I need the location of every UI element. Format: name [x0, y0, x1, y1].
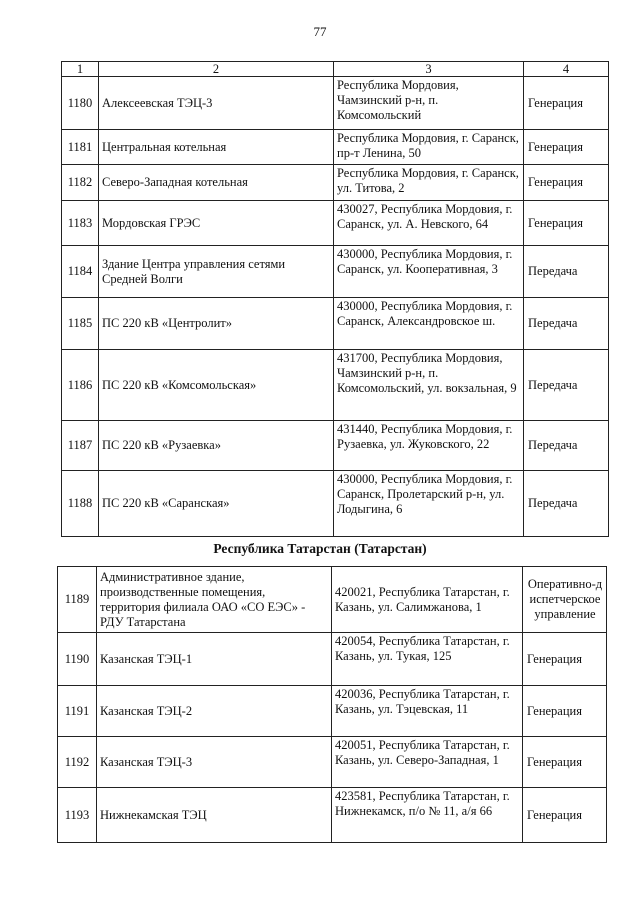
facility-address: 430000, Республика Мордовия, г. Саранск, Александровское ш.: [334, 298, 524, 350]
table-row: [62, 130, 609, 165]
header-cell: 1: [62, 62, 99, 77]
table-row: [58, 567, 607, 633]
page-number: 77: [313, 24, 327, 39]
row-number: 1183: [62, 201, 99, 246]
table-row: [58, 633, 607, 686]
row-number: 1184: [62, 246, 99, 298]
facility-type: Генерация: [524, 130, 609, 165]
facility-name: Административное здание, производственные помещения, территория филиала ОАО «СО ЕЭС» - РДУ Татарстана: [97, 567, 332, 633]
row-number: 1191: [58, 686, 97, 737]
facility-type: Генерация: [524, 201, 609, 246]
facility-type: Генерация: [524, 77, 609, 130]
row-number: 1181: [62, 130, 99, 165]
row-number: 1185: [62, 298, 99, 350]
facility-name: ПС 220 кВ «Рузаевка»: [99, 421, 334, 471]
facility-type: Генерация: [523, 737, 607, 788]
facility-type: Генерация: [523, 686, 607, 737]
facility-address: 430000, Республика Мордовия, г. Саранск, Пролетарский р-н, ул. Лодыгина, 6: [334, 471, 524, 537]
row-number: 1193: [58, 788, 97, 843]
facility-address: 430027, Республика Мордовия, г. Саранск, ул. А. Невского, 64: [334, 201, 524, 246]
row-number: 1186: [62, 350, 99, 421]
facility-name: ПС 220 кВ «Саранская»: [99, 471, 334, 537]
facility-type: Передача: [524, 298, 609, 350]
facility-type: Передача: [524, 471, 609, 537]
facility-type: Передача: [524, 421, 609, 471]
facility-address: 420054, Республика Татарстан, г. Казань, ул. Тукая, 125: [332, 633, 523, 686]
table-row: [62, 350, 609, 421]
facility-address: 423581, Республика Татарстан, г. Нижнекамск, п/о № 11, а/я 66: [332, 788, 523, 843]
facility-name: Казанская ТЭЦ-2: [97, 686, 332, 737]
table-row: [62, 77, 609, 130]
facility-type: Генерация: [524, 165, 609, 201]
table-row: [62, 421, 609, 471]
facility-name: ПС 220 кВ «Центролит»: [99, 298, 334, 350]
row-number: 1192: [58, 737, 97, 788]
facilities-table-mordovia: [61, 61, 609, 537]
facility-address: Республика Мордовия, Чамзинский р-н, п. Комсомольский: [334, 77, 524, 130]
table-row: [62, 246, 609, 298]
facility-name: Нижнекамская ТЭЦ: [97, 788, 332, 843]
facility-type: Передача: [524, 246, 609, 298]
header-cell: 4: [524, 62, 609, 77]
facility-address: Республика Мордовия, г. Саранск, ул. Титова, 2: [334, 165, 524, 201]
row-number: 1189: [58, 567, 97, 633]
row-number: 1190: [58, 633, 97, 686]
table-row: [58, 737, 607, 788]
section-title: Республика Татарстан (Татарстан): [213, 541, 427, 556]
table-row: [62, 165, 609, 201]
facility-name: Алексеевская ТЭЦ-3: [99, 77, 334, 130]
facility-name: Здание Центра управления сетями Средней Волги: [99, 246, 334, 298]
facility-address: Республика Мордовия, г. Саранск, пр-т Ленина, 50: [334, 130, 524, 165]
facility-address: 431700, Республика Мордовия, Чамзинский р-н, п. Комсомольский, ул. вокзальная, 9: [334, 350, 524, 421]
table-row: [62, 201, 609, 246]
table-header-row: [62, 62, 609, 77]
facility-address: 420036, Республика Татарстан, г. Казань, ул. Тэцевская, 11: [332, 686, 523, 737]
facility-type: Генерация: [523, 788, 607, 843]
header-cell: 3: [334, 62, 524, 77]
facility-address: 420021, Республика Татарстан, г. Казань, ул. Салимжанова, 1: [332, 567, 523, 633]
facility-name: ПС 220 кВ «Комсомольская»: [99, 350, 334, 421]
facility-name: Казанская ТЭЦ-1: [97, 633, 332, 686]
facility-name: Центральная котельная: [99, 130, 334, 165]
facilities-table-tatarstan: [57, 566, 607, 843]
facility-type: Генерация: [523, 633, 607, 686]
facility-type: Оперативно-диспетчерское управление: [523, 567, 607, 633]
facility-address: 420051, Республика Татарстан, г. Казань, ул. Северо-Западная, 1: [332, 737, 523, 788]
table-row: [58, 788, 607, 843]
row-number: 1187: [62, 421, 99, 471]
row-number: 1188: [62, 471, 99, 537]
table-row: [62, 471, 609, 537]
header-cell: 2: [99, 62, 334, 77]
row-number: 1182: [62, 165, 99, 201]
facility-name: Мордовская ГРЭС: [99, 201, 334, 246]
facility-address: 431440, Республика Мордовия, г. Рузаевка, ул. Жуковского, 22: [334, 421, 524, 471]
row-number: 1180: [62, 77, 99, 130]
facility-address: 430000, Республика Мордовия, г. Саранск, ул. Кооперативная, 3: [334, 246, 524, 298]
table-row: [58, 686, 607, 737]
facility-type: Передача: [524, 350, 609, 421]
facility-name: Казанская ТЭЦ-3: [97, 737, 332, 788]
facility-name: Северо-Западная котельная: [99, 165, 334, 201]
table-row: [62, 298, 609, 350]
